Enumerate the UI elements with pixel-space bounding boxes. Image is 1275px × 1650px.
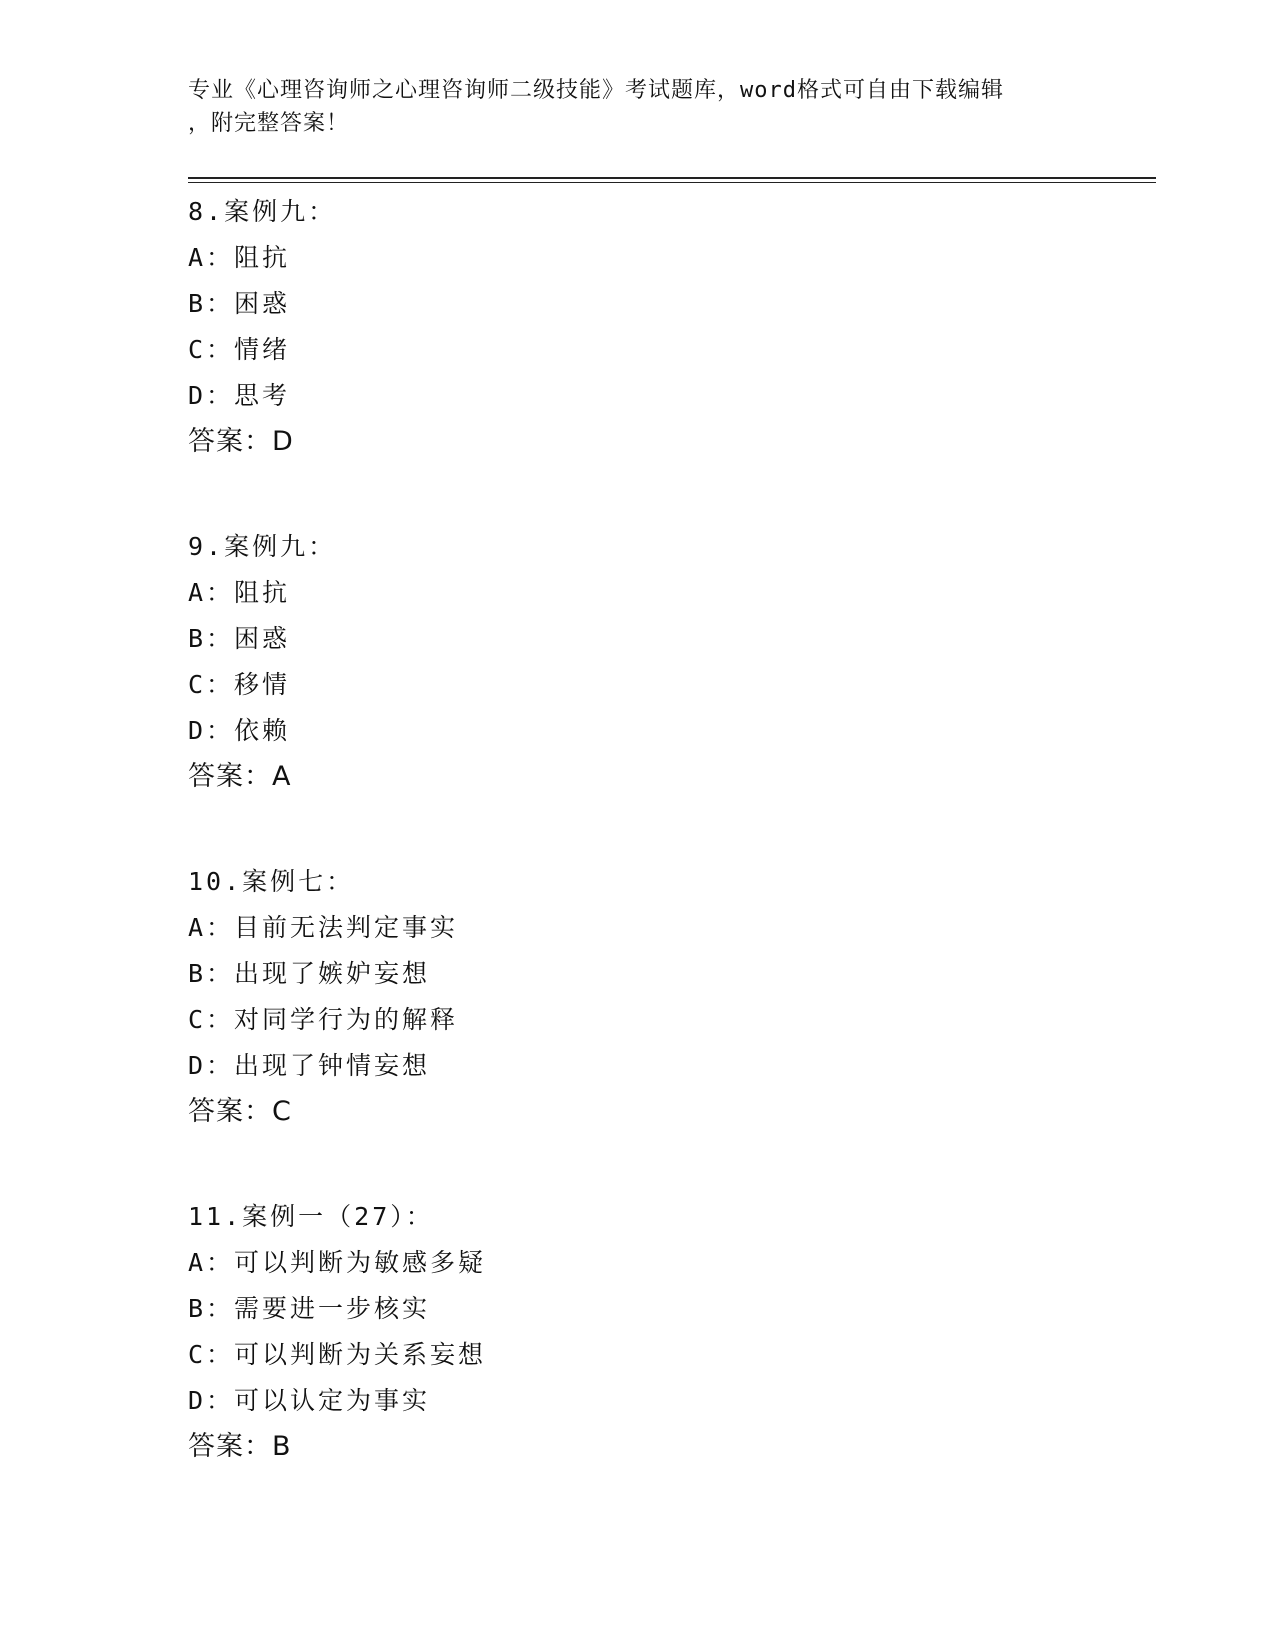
header-rule-thin bbox=[188, 182, 1156, 183]
question-10 bbox=[188, 859, 1088, 1135]
option-a: A：可以判断为敏感多疑 bbox=[188, 1248, 487, 1277]
question-11 bbox=[188, 1194, 1088, 1470]
question-stem: 11.案例一（27）： bbox=[188, 1202, 434, 1231]
header-line-2: ，附完整答案！ bbox=[188, 111, 350, 136]
option-d: D：依赖 bbox=[188, 716, 291, 745]
option-d: D：可以认定为事实 bbox=[188, 1386, 431, 1415]
option-d: D：出现了钟情妄想 bbox=[188, 1051, 431, 1080]
option-c: C：可以判断为关系妄想 bbox=[188, 1340, 487, 1369]
option-a: A：阻抗 bbox=[188, 243, 291, 272]
option-c: C：对同学行为的解释 bbox=[188, 1005, 459, 1034]
question-stem: 10.案例七： bbox=[188, 867, 355, 896]
document-header bbox=[188, 74, 1088, 140]
option-b: B：出现了嫉妒妄想 bbox=[188, 959, 431, 988]
answer-line: 答案：C bbox=[188, 1096, 292, 1127]
header-rule-thick bbox=[188, 177, 1156, 179]
option-a: A：阻抗 bbox=[188, 578, 291, 607]
option-c: C：情绪 bbox=[188, 335, 291, 364]
question-stem: 8.案例九： bbox=[188, 197, 337, 226]
question-8 bbox=[188, 189, 1088, 465]
option-d: D：思考 bbox=[188, 381, 291, 410]
option-c: C：移情 bbox=[188, 670, 291, 699]
question-list bbox=[188, 189, 1088, 1529]
question-9 bbox=[188, 524, 1088, 800]
answer-line: 答案：B bbox=[188, 1431, 292, 1462]
option-a: A：目前无法判定事实 bbox=[188, 913, 459, 942]
answer-line: 答案：D bbox=[188, 426, 294, 457]
option-b: B：困惑 bbox=[188, 624, 291, 653]
option-b: B：需要进一步核实 bbox=[188, 1294, 431, 1323]
answer-line: 答案：A bbox=[188, 761, 292, 792]
header-line-1: 专业《心理咨询师之心理咨询师二级技能》考试题库，word格式可自由下载编辑 bbox=[188, 78, 1004, 103]
option-b: B：困惑 bbox=[188, 289, 291, 318]
question-stem: 9.案例九： bbox=[188, 532, 337, 561]
